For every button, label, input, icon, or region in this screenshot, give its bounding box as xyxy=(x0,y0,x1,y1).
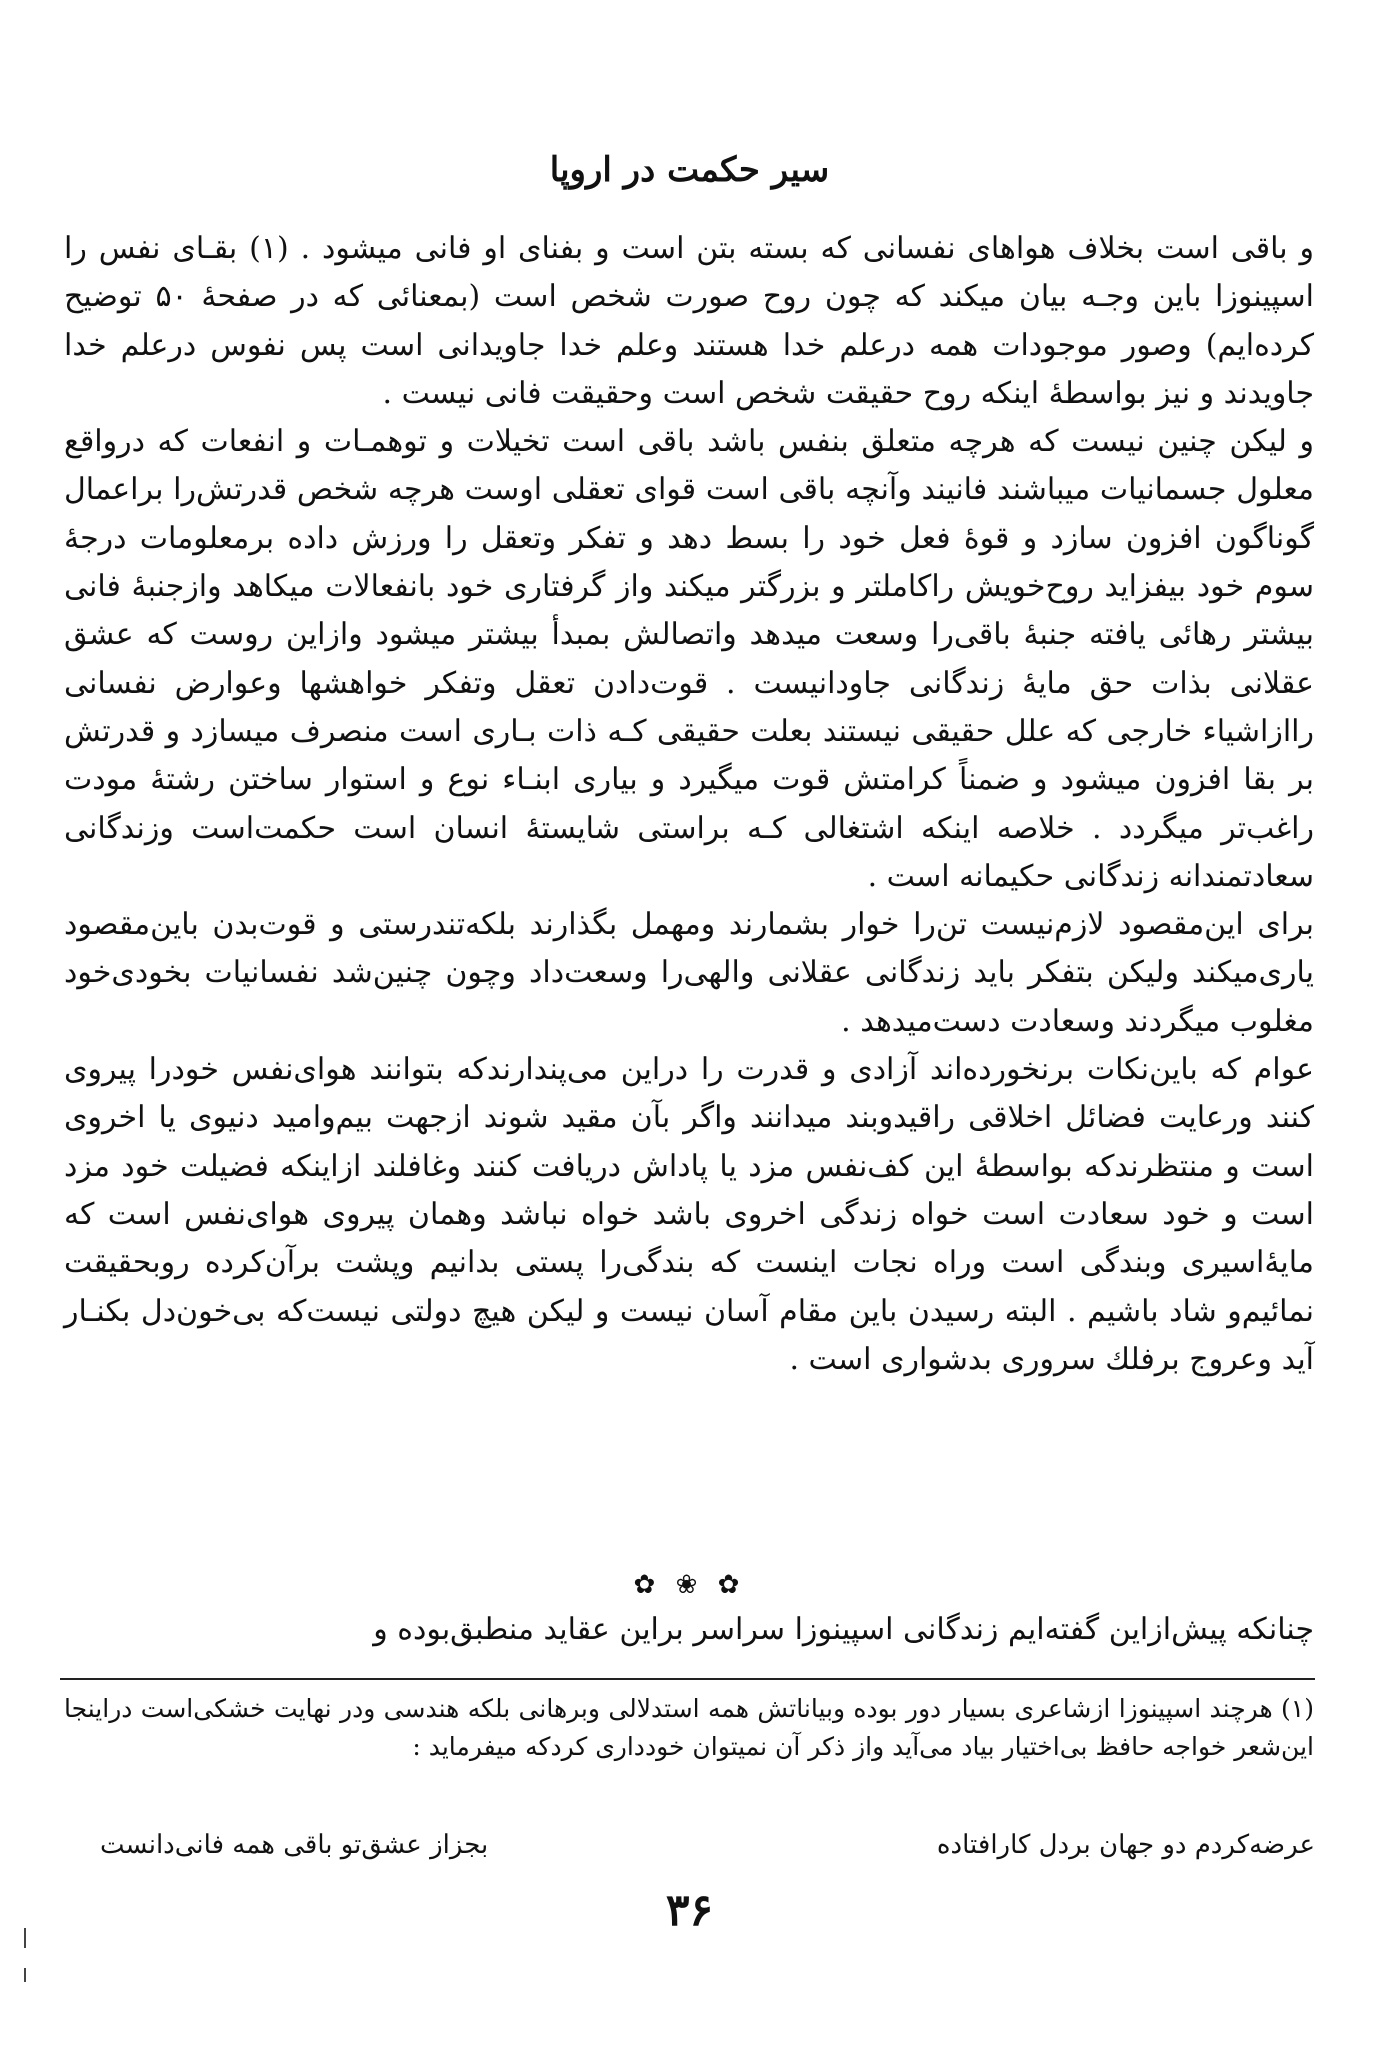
continuation-line: چنانکه پیش‌ازاین گفته‌ایم زندگانی اسپینوزا سراسر براین عقاید منطبق‌بوده و xyxy=(373,1612,1314,1647)
verse-first-hemistich: عرضه‌کردم دو جهان بردل کارافتاده xyxy=(936,1830,1315,1860)
paragraph: برای این‌مقصود لازم‌نیست تن‌را خوار بشمارند ومهمل بگذارند بلکه‌تندرستی و قوت‌بدن باین‌مقصود یاری‌میکند ولیکن بتفکر باید زندگانی عقلانی والهی‌را وسعت‌داد وچون چنین‌شد نفسانیات بخودی‌خود مغلوب میگردند وسعادت دست‌میدهد . xyxy=(64,907,1315,1039)
footnote xyxy=(64,1690,1314,1766)
section-ornament: ✿ ❀ ✿ xyxy=(633,1570,746,1600)
footnote-verse xyxy=(100,1830,1315,1860)
verse-second-hemistich: بجزاز عشق‌تو باقی همه فانی‌دانست xyxy=(100,1830,489,1860)
body-text xyxy=(64,225,1314,1384)
paragraph: و باقی است بخلاف هواهای نفسانی که بسته بتن است و بفنای او فانی میشود . (۱) بقـای نفس را اسپینوزا باین وجـه بیان میکند که چون روح صورت شخص است (بمعنائی که در صفحهٔ ۵۰ توضیح کرده‌ایم) وصور موجودات همه درعلم خدا هستند وعلم خدا جاویدانی است پس نفوس درعلم خدا جاویدند و نیز بواسطهٔ اینکه روح حقیقت شخص است وحقیقت فانی نیست . xyxy=(64,231,1314,411)
footnote-text: (۱) هرچند اسپینوزا ازشاعری بسیار دور بوده وبیاناتش همه استدلالی وبرهانی بلکه هندسی ودر نهایت خشکی‌است دراینجا این‌شعر خواجه حافظ بی‌اختیار بیاد می‌آید واز ذکر آن نمیتوان خودداری کردکه میفرماید : xyxy=(64,1694,1314,1761)
paragraph: عوام که باین‌نکات برنخورده‌اند آزادی و قدرت را دراین می‌پندارندکه بتوانند هوای‌نفس خودرا پیروی کنند ورعایت فضائل اخلاقی راقیدوبند میدانند واگر بآن مقید شوند ازجهت بیم‌وامید دنیوی یا اخروی است و منتظرندکه بواسطهٔ این کف‌نفس مزد یا پاداش دریافت کنند وغافلند ازاینکه فضیلت خود مزد است و خود سعادت است خواه زندگی اخروی باشد خواه نباشد وهمان پیروی هوای‌نفس است که مایهٔ‌اسیری وبندگی است وراه نجات اینست که بندگی‌را پستی بدانیم وپشت برآن‌کرده روبحقیقت نمائیم‌و شاد باشیم . البته رسیدن باین مقام آسان نیست و لیکن هیچ دولتی نیست‌که بی‌خون‌دل بکنـار آید وعروج برفلك سروری بدشواری است . xyxy=(64,1052,1314,1377)
scan-margin-mark xyxy=(24,1928,26,1948)
scan-margin-mark xyxy=(24,1968,26,1982)
page-number: ۳۶ xyxy=(665,1885,714,1936)
paragraph: و لیکن چنین نیست که هرچه متعلق بنفس باشد باقی است تخیلات و توهمـات و انفعات که درواقع معلول جسمانیات میباشند فانیند وآنچه باقی است قوای تعقلی اوست هرچه شخص قدرتش‌را براعمال گوناگون افزون سازد و قوهٔ فعل خود را بسط دهد و تفکر وتعقل را ورزش داده برمعلومات درجهٔ سوم خود بیفزاید روح‌خویش راکاملتر و بزرگتر میکند واز گرفتاری خود بانفعالات میکاهد وازجنبهٔ فانی بیشتر رهائی یافته جنبهٔ باقی‌را وسعت میدهد واتصالش بمبدأ بیشتر میشود وازاین روست که عشق عقلانی بذات حق مایهٔ زندگانی جاودانیست . قوت‌دادن تعقل وتفکر خواهشها وعوارض نفسانی راازاشیاء خارجی که علل حقیقی نیستند بعلت حقیقی کـه ذات بـاری است منصرف میسازد و قدرتش بر بقا افزون میشود و ضمناً کرامتش قوت میگیرد و بیاری ابنـاء نوع و استوار ساختن رشتهٔ مودت راغب‌تر میگردد . خلاصه اینکه اشتغالی کـه براستی شایستهٔ انسان است حکمت‌است وزندگانی سعادتمندانه زندگانی حکیمانه است . xyxy=(64,424,1314,894)
running-header: سیر حکمت در اروپا xyxy=(549,150,830,190)
footnote-divider xyxy=(60,1678,1315,1680)
